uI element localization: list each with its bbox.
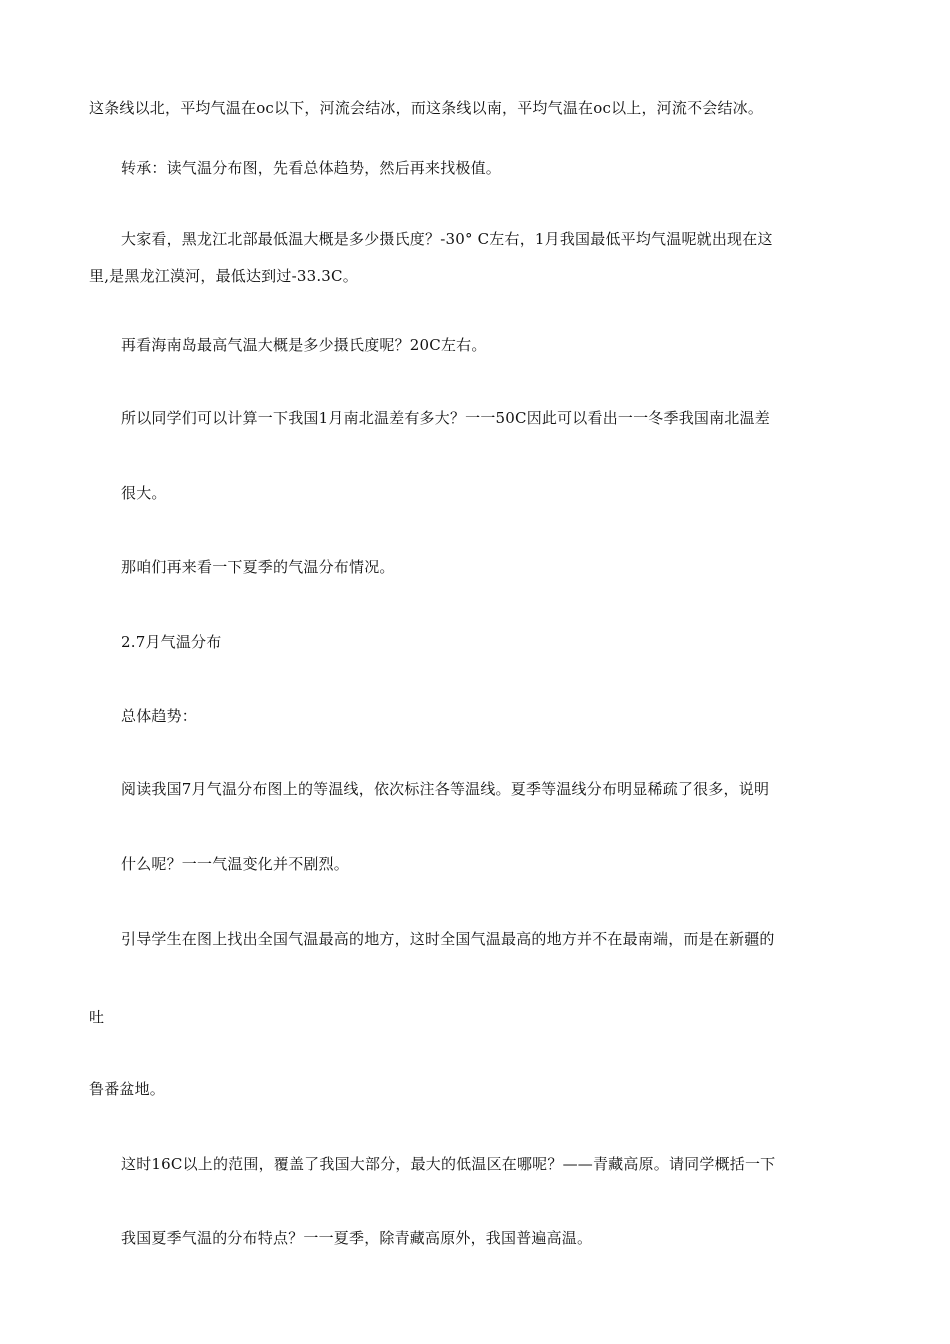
text-line: 我国夏季气温的分布特点？一一夏季，除青藏高原外，我国普遍高温。 xyxy=(121,1229,593,1247)
text-line: 总体趋势： xyxy=(121,707,198,725)
text-line: 引导学生在图上找出全国气温最高的地方，这时全国气温最高的地方并不在最南端，而是在新疆的 xyxy=(121,930,775,948)
text-line: 鲁番盆地。 xyxy=(89,1080,166,1098)
text-line: 那咱们再来看一下夏季的气温分布情况。 xyxy=(121,558,395,576)
section-heading: 2.7月气温分布 xyxy=(121,633,222,651)
text-line: 大家看，黑龙江北部最低温大概是多少摄氏度？-30° C左右，1月我国最低平均气温呢就出现在这 xyxy=(121,230,773,248)
text-line: 再看海南岛最高气温大概是多少摄氏度呢？20C左右。 xyxy=(121,336,487,354)
text-line: 里,是黑龙江漠河，最低达到过-33.3C。 xyxy=(89,267,358,285)
text-line: 吐 xyxy=(89,1008,105,1026)
text-line: 阅读我国7月气温分布图上的等温线，依次标注各等温线。夏季等温线分布明显稀疏了很多，说明 xyxy=(121,780,770,798)
text-line: 很大。 xyxy=(121,484,167,502)
text-line: 什么呢？一一气温变化并不剧烈。 xyxy=(121,855,350,873)
text-line: 所以同学们可以计算一下我国1月南北温差有多大？一一50C因此可以看出一一冬季我国南北温差 xyxy=(121,409,770,427)
text-line: 这条线以北，平均气温在oc以下，河流会结冰，而这条线以南，平均气温在oc以上，河流不会结冰。 xyxy=(89,99,764,117)
text-line: 转承：读气温分布图，先看总体趋势，然后再来找极值。 xyxy=(121,159,502,177)
text-line: 这时16C以上的范围，覆盖了我国大部分，最大的低温区在哪呢？——青藏高原。请同学概括一下 xyxy=(121,1155,776,1173)
